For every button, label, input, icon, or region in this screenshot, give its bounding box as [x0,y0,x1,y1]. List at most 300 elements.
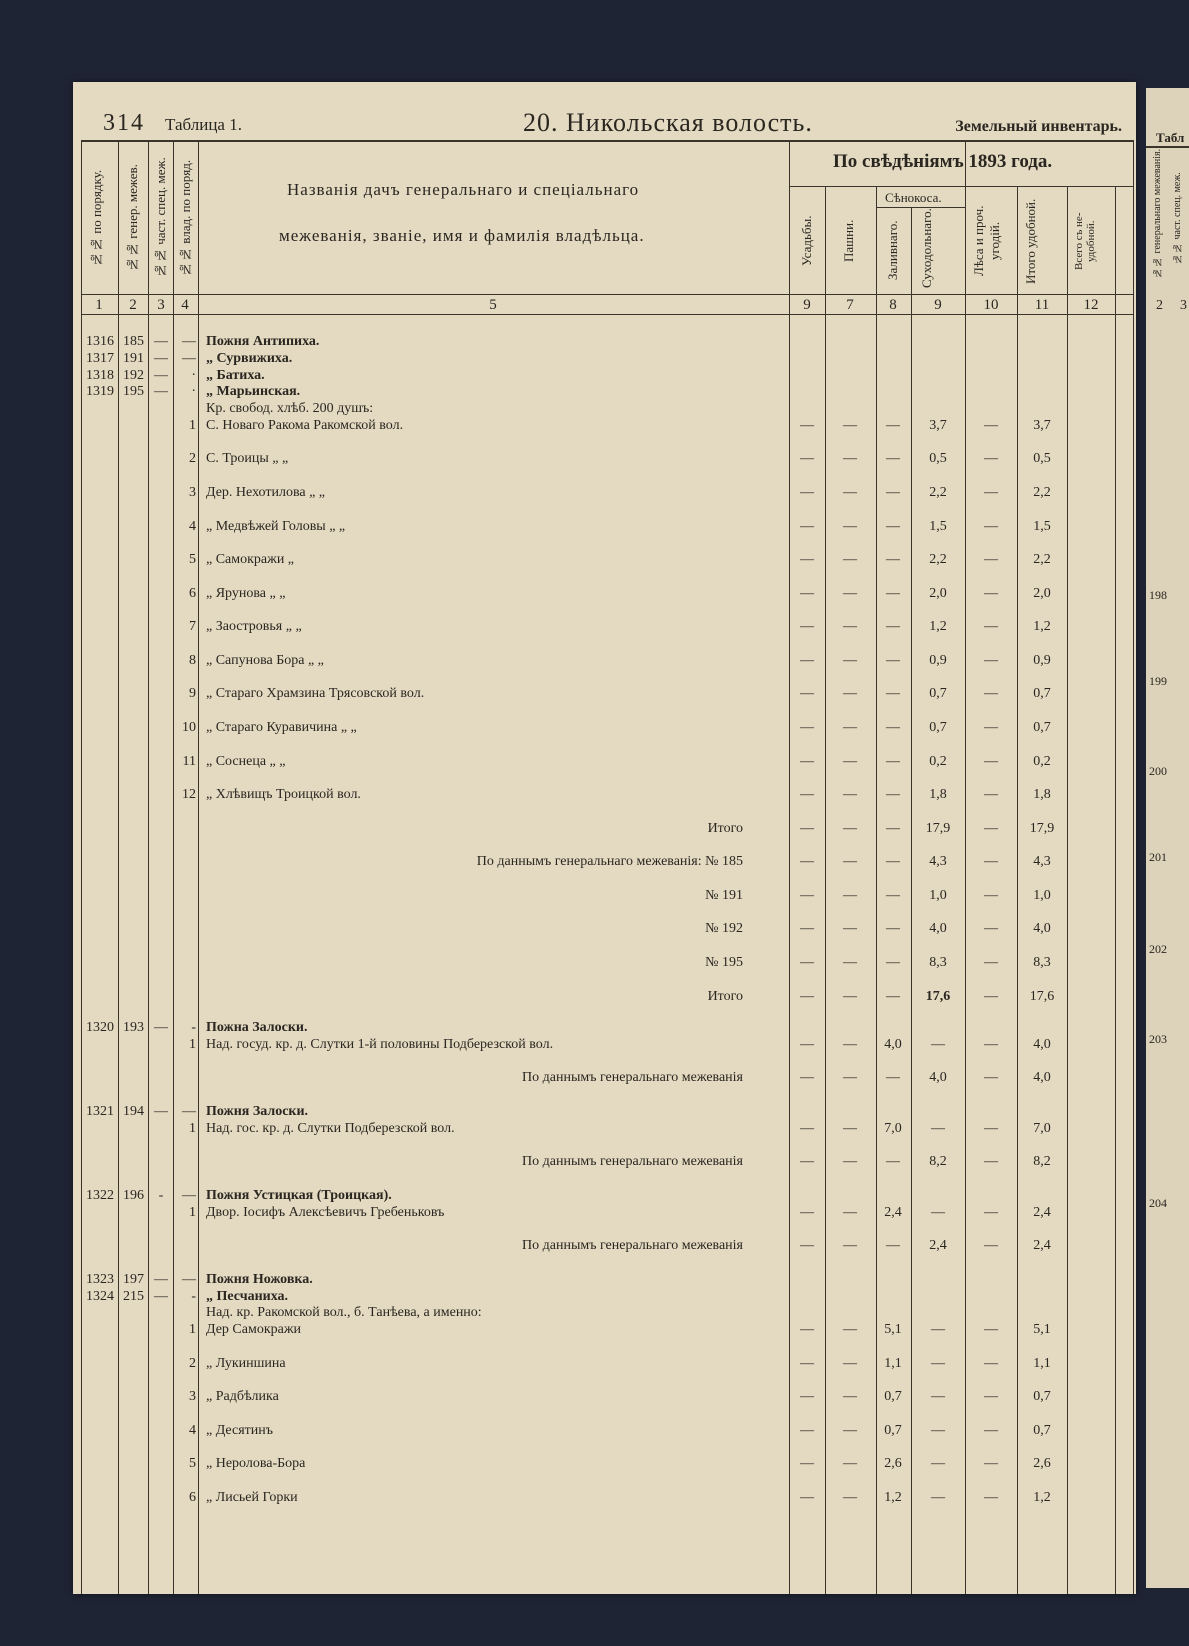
special-survey-number: — [154,1104,168,1119]
value-cell: — [800,653,814,668]
value-cell: 0,2 [1033,754,1051,769]
value-cell: 0,7 [929,720,947,735]
value-cell: — [800,955,814,970]
value-cell: — [886,787,900,802]
column-number: 10 [983,297,999,313]
value-cell: 2,0 [1033,586,1051,601]
value-cell: 8,3 [1033,955,1051,970]
next-page-margin-number: 202 [1149,942,1167,956]
value-cell: — [800,720,814,735]
value-cell: — [984,888,998,903]
general-survey-number: 191 [123,351,144,366]
value-cell: 7,0 [884,1121,902,1136]
special-survey-number: — [154,1272,168,1287]
row-name: „ Батиха. [206,368,265,383]
value-cell: — [800,619,814,634]
value-cell: 1,8 [1033,787,1051,802]
value-cell: — [800,1456,814,1471]
value-cell: 4,3 [1033,854,1051,869]
value-cell: — [843,955,857,970]
row-name: „ Марьинская. [206,384,301,399]
value-cell: — [984,955,998,970]
value-cell: — [843,1154,857,1169]
value-cell: — [931,1490,945,1505]
value-cell: 4,0 [1033,1037,1051,1052]
value-cell: 1,1 [1033,1356,1051,1371]
value-cell: — [886,451,900,466]
general-survey-number: 215 [123,1289,144,1304]
value-cell: 2,2 [1033,485,1051,500]
value-cell: 1,2 [1033,619,1051,634]
owner-number: - [191,1020,196,1035]
row-name: С. Новаго Ракома Ракомской вол. [206,418,404,433]
value-cell: — [843,519,857,534]
value-cell: — [984,485,998,500]
value-cell: — [931,1356,945,1371]
value-cell: 0,5 [929,451,947,466]
column-number: 8 [889,297,897,313]
table-label: Таблица 1. [165,115,242,134]
value-cell: — [984,854,998,869]
value-cell: 1,2 [929,619,947,634]
value-cell: 3,7 [929,418,947,433]
value-cell: 17,6 [1029,989,1055,1004]
row-name: „ Песчаниха. [206,1289,289,1304]
value-cell: — [984,552,998,567]
row-name: По даннымъ генеральнаго межеванія [522,1238,743,1253]
general-survey-number: 185 [123,334,144,349]
next-page-col-b: №№ част. спец. меж. [1172,172,1183,264]
row-name: „ Сапунова Бора „ „ [206,653,324,668]
value-cell: — [800,1490,814,1505]
row-name: № 195 [705,955,743,970]
value-cell: — [843,1389,857,1404]
value-cell: — [800,686,814,701]
value-cell: — [931,1322,945,1337]
value-cell: — [843,1205,857,1220]
owner-number: 3 [189,485,196,500]
value-cell: — [843,653,857,668]
value-cell: — [800,485,814,500]
value-cell: — [843,989,857,1004]
value-cell: — [886,821,900,836]
column-number: 11 [1034,297,1050,313]
value-cell: 4,0 [929,921,947,936]
value-cell: — [800,1238,814,1253]
header-rule [81,294,1133,295]
owner-number: 5 [189,1456,196,1471]
value-cell: — [843,1037,857,1052]
value-cell: 2,2 [1033,552,1051,567]
value-cell: 2,6 [1033,1456,1051,1471]
value-cell: 2,6 [884,1456,902,1471]
row-name: Итого [707,821,743,836]
value-cell: — [886,418,900,433]
value-cell: — [843,686,857,701]
special-survey-number: — [154,384,168,399]
special-survey-number: — [154,334,168,349]
owner-number: 4 [189,519,196,534]
value-cell: 1,1 [884,1356,902,1371]
value-cell: — [984,1490,998,1505]
column-number: 9 [803,297,811,313]
value-cell: 0,2 [929,754,947,769]
value-cell: 5,1 [1033,1322,1051,1337]
value-cell: — [886,754,900,769]
value-cell: — [800,451,814,466]
value-cell: 2,4 [929,1238,947,1253]
value-cell: — [800,1389,814,1404]
value-cell: — [800,1154,814,1169]
value-cell: — [984,1389,998,1404]
value-cell: — [886,854,900,869]
column-number: 12 [1083,297,1099,313]
value-cell: — [843,821,857,836]
value-cell: 0,7 [929,686,947,701]
value-cell: 4,0 [884,1037,902,1052]
row-number: 1324 [86,1289,114,1304]
owner-number: — [182,334,196,349]
value-cell: — [886,586,900,601]
owner-number: 7 [189,619,196,634]
row-name: Кр. свобод. хлѣб. 200 душъ: [206,401,374,416]
value-cell: 5,1 [884,1322,902,1337]
value-cell: 1,8 [929,787,947,802]
value-cell: — [984,921,998,936]
value-cell: — [886,519,900,534]
row-number: 1321 [86,1104,114,1119]
value-cell: 0,9 [1033,653,1051,668]
value-cell: — [984,586,998,601]
value-cell: — [886,1238,900,1253]
value-cell: — [800,754,814,769]
row-name: № 192 [705,921,743,936]
row-name: № 191 [705,888,743,903]
general-survey-number: 197 [123,1272,144,1287]
value-cell: — [843,485,857,500]
row-name: „ Стараго Храмзина Трясовской вол. [206,686,425,701]
special-survey-number: — [154,368,168,383]
value-cell: — [843,1238,857,1253]
value-cell: 3,7 [1033,418,1051,433]
value-cell: — [886,619,900,634]
row-number: 1318 [86,368,114,383]
value-cell: — [984,720,998,735]
page-title: 20. Никольская волость. [523,108,813,137]
value-cell: 1,2 [884,1490,902,1505]
value-cell: — [843,921,857,936]
value-cell: 0,7 [1033,1423,1051,1438]
group-rule [789,186,1133,187]
general-survey-number: 192 [123,368,144,383]
row-name: Пожня Залоски. [206,1104,309,1119]
owner-number: — [182,1272,196,1287]
column-number: 2 [129,297,137,313]
owner-number: 11 [182,754,196,769]
row-name: Над. гос. кр. д. Слутки Подберезской вол. [206,1121,455,1136]
value-cell: — [800,1423,814,1438]
row-name: „ Хлѣвищъ Троицкой вол. [206,787,361,802]
value-cell: 0,5 [1033,451,1051,466]
next-page-header: Табл [1156,130,1185,145]
row-name: „ Заостровья „ „ [206,619,302,634]
next-page-top-rule [1146,146,1189,148]
value-cell: — [984,1070,998,1085]
col-header-vsego: Всего съ не-удобной. [1073,212,1097,270]
owner-number: · [191,384,196,399]
value-cell: — [984,1205,998,1220]
colnum-rule [81,314,1133,315]
row-name: „ Десятинъ [206,1423,273,1438]
value-cell: — [843,1490,857,1505]
value-cell: — [800,1037,814,1052]
value-cell: 4,0 [1033,1070,1051,1085]
value-cell: — [800,787,814,802]
row-number: 1317 [86,351,114,366]
value-cell: 2,2 [929,552,947,567]
value-cell: — [843,1356,857,1371]
owner-number: 1 [189,1322,196,1337]
value-cell: — [886,989,900,1004]
row-name: Над. госуд. кр. д. Слутки 1-й половины Подберезской вол. [206,1037,554,1052]
value-cell: — [843,552,857,567]
value-cell: 2,4 [1033,1205,1051,1220]
value-cell: 1,0 [929,888,947,903]
column-rule [965,140,966,1594]
value-cell: 2,4 [1033,1238,1051,1253]
row-name: По даннымъ генеральнаго межеванія: № 185 [476,854,743,869]
special-survey-number: — [154,1020,168,1035]
col-header-pashni: Пашни. [841,219,856,263]
next-page-margin-number: 199 [1149,674,1167,688]
owner-number: 1 [189,1121,196,1136]
value-cell: — [800,888,814,903]
value-cell: 0,7 [1033,686,1051,701]
value-cell: — [800,519,814,534]
owner-number: 2 [189,451,196,466]
row-name: „ Ярунова „ „ [206,586,286,601]
value-cell: 2,2 [929,485,947,500]
row-name: „ Лукиншина [206,1356,286,1371]
special-survey-number: - [158,1188,164,1203]
next-page-margin-number: 200 [1149,764,1167,778]
value-cell: — [931,1037,945,1052]
value-cell: 17,9 [925,821,951,836]
row-name: „ Радбѣлика [206,1389,279,1404]
column-number: 3 [157,297,165,313]
value-cell: — [984,754,998,769]
next-page-margin-number: 204 [1149,1196,1167,1210]
general-survey-number: 196 [123,1188,144,1203]
value-cell: 8,3 [929,955,947,970]
row-name: „ Сурвижиха. [206,351,293,366]
col-header-4: №№ влад. по поряд. [178,159,193,277]
value-cell: — [886,955,900,970]
value-cell: 1,5 [1033,519,1051,534]
value-cell: — [886,921,900,936]
col-header-zalivnago: Заливнаго. [885,220,900,280]
general-survey-number: 194 [123,1104,144,1119]
row-name: „ Самокражи „ [206,552,295,567]
value-cell: — [800,854,814,869]
value-cell: — [984,1238,998,1253]
value-cell: — [843,1121,857,1136]
value-cell: 4,0 [1033,921,1051,936]
owner-number: 1 [189,1205,196,1220]
value-cell: — [984,1423,998,1438]
value-cell: 8,2 [929,1154,947,1169]
special-survey-number: — [154,1289,168,1304]
owner-number: — [182,1188,196,1203]
column-rule [1133,140,1134,1594]
owner-number: 8 [189,653,196,668]
owner-number: 6 [189,586,196,601]
value-cell: — [984,653,998,668]
document-page [73,82,1136,1594]
value-cell: — [931,1205,945,1220]
col-header-suhodolnago: Суходольнаго. [919,208,934,288]
row-name: „ Стараго Куравичина „ „ [206,720,357,735]
col-header-itogo: Итого удобной. [1023,198,1038,284]
column-rule [198,140,199,1594]
value-cell: — [800,552,814,567]
row-name: „ Медвѣжей Головы „ „ [206,519,346,534]
value-cell: 1,5 [929,519,947,534]
page-number: 314 [103,110,145,136]
value-cell: 1,0 [1033,888,1051,903]
owner-number: 4 [189,1423,196,1438]
value-cell: — [984,1121,998,1136]
value-cell: — [843,586,857,601]
value-cell: 17,9 [1029,821,1055,836]
row-name: Пожня Ножовка. [206,1272,313,1287]
next-page-margin-number: 203 [1149,1032,1167,1046]
owner-number: 3 [189,1389,196,1404]
value-cell: — [984,1154,998,1169]
value-cell: 0,7 [1033,720,1051,735]
column-number: 1 [95,297,103,313]
row-name: „ Соснеца „ „ [206,754,286,769]
row-name: „ Неролова-Бора [206,1456,306,1471]
col-header-2: №№ генер. межев. [125,164,140,272]
row-name: Итого [707,989,743,1004]
value-cell: — [931,1121,945,1136]
col-header-5-line1: Названія дачъ генеральнаго и спеціальнаго [287,180,640,199]
value-cell: — [843,888,857,903]
value-cell: — [800,1356,814,1371]
next-page-colnum-3: 3 [1180,298,1187,313]
value-cell: — [984,418,998,433]
next-page-col-a: №№ генеральнаго межеванія. [1152,148,1163,278]
next-page-margin-number: 198 [1149,588,1167,602]
value-cell: — [843,1322,857,1337]
column-number: 9 [934,297,942,313]
row-name: По даннымъ генеральнаго межеванія [522,1070,743,1085]
column-number: 5 [489,297,497,313]
owner-number: — [182,1104,196,1119]
owner-number: — [182,351,196,366]
value-cell: — [800,1205,814,1220]
row-name: По даннымъ генеральнаго межеванія [522,1154,743,1169]
value-cell: 1,2 [1033,1490,1051,1505]
row-number: 1320 [86,1020,114,1035]
value-cell: — [800,1322,814,1337]
value-cell: — [984,619,998,634]
value-cell: — [800,418,814,433]
row-name: Дер Самокражи [206,1322,302,1337]
value-cell: — [984,787,998,802]
owner-number: 9 [189,686,196,701]
value-cell: — [843,451,857,466]
value-cell: — [843,787,857,802]
value-cell: — [931,1456,945,1471]
col-header-1: №№ по порядку. [89,169,104,267]
value-cell: — [984,1456,998,1471]
senokosa-header: Сѣнокоса. [885,190,942,205]
value-cell: — [800,989,814,1004]
value-cell: 2,0 [929,586,947,601]
row-name: Дер. Нехотилова „ „ [206,485,326,500]
section-label: Земельный инвентарь. [955,118,1122,135]
value-cell: 8,2 [1033,1154,1051,1169]
col-header-lesa: Лѣса и проч. угодій. [971,205,1002,277]
value-cell: — [843,720,857,735]
owner-number: 12 [182,787,196,802]
value-cell: 0,7 [1033,1389,1051,1404]
value-cell: — [843,418,857,433]
next-page-margin-number: 201 [1149,850,1167,864]
value-cell: — [984,1322,998,1337]
col-header-usadby: Усадьбы. [799,215,814,267]
value-cell: — [984,1356,998,1371]
value-cell: 4,0 [929,1070,947,1085]
value-cell: — [886,888,900,903]
value-cell: — [984,686,998,701]
value-cell: — [984,821,998,836]
row-name: „ Лисьей Горки [206,1490,298,1505]
column-rule [1017,186,1018,1594]
column-number: 4 [181,297,189,313]
column-number: 7 [846,297,854,313]
special-survey-number: — [154,351,168,366]
value-cell: — [984,519,998,534]
owner-number: 1 [189,1037,196,1052]
row-number: 1316 [86,334,114,349]
row-number: 1323 [86,1272,114,1287]
row-number: 1319 [86,384,114,399]
value-cell: — [984,451,998,466]
value-cell: — [800,921,814,936]
value-cell: — [984,989,998,1004]
col-header-5-line2: межеванія, званіе, имя и фамилія владѣльца. [279,226,645,245]
value-cell: — [800,1121,814,1136]
row-name: Над. кр. Ракомской вол., б. Танѣева, а именно: [206,1305,482,1320]
row-number: 1322 [86,1188,114,1203]
next-page-colnum-2: 2 [1156,298,1163,313]
value-cell: 2,4 [884,1205,902,1220]
row-name: Пожна Залоски. [206,1020,308,1035]
value-cell: — [931,1423,945,1438]
value-cell: — [886,686,900,701]
top-rule [81,140,1133,142]
next-page-edge [1146,88,1189,1588]
owner-number: · [191,368,196,383]
value-cell: — [800,821,814,836]
owner-number: 6 [189,1490,196,1505]
general-survey-number: 195 [123,384,144,399]
row-name: Пожня Устицкая (Троицкая). [206,1188,392,1203]
value-cell: — [800,586,814,601]
